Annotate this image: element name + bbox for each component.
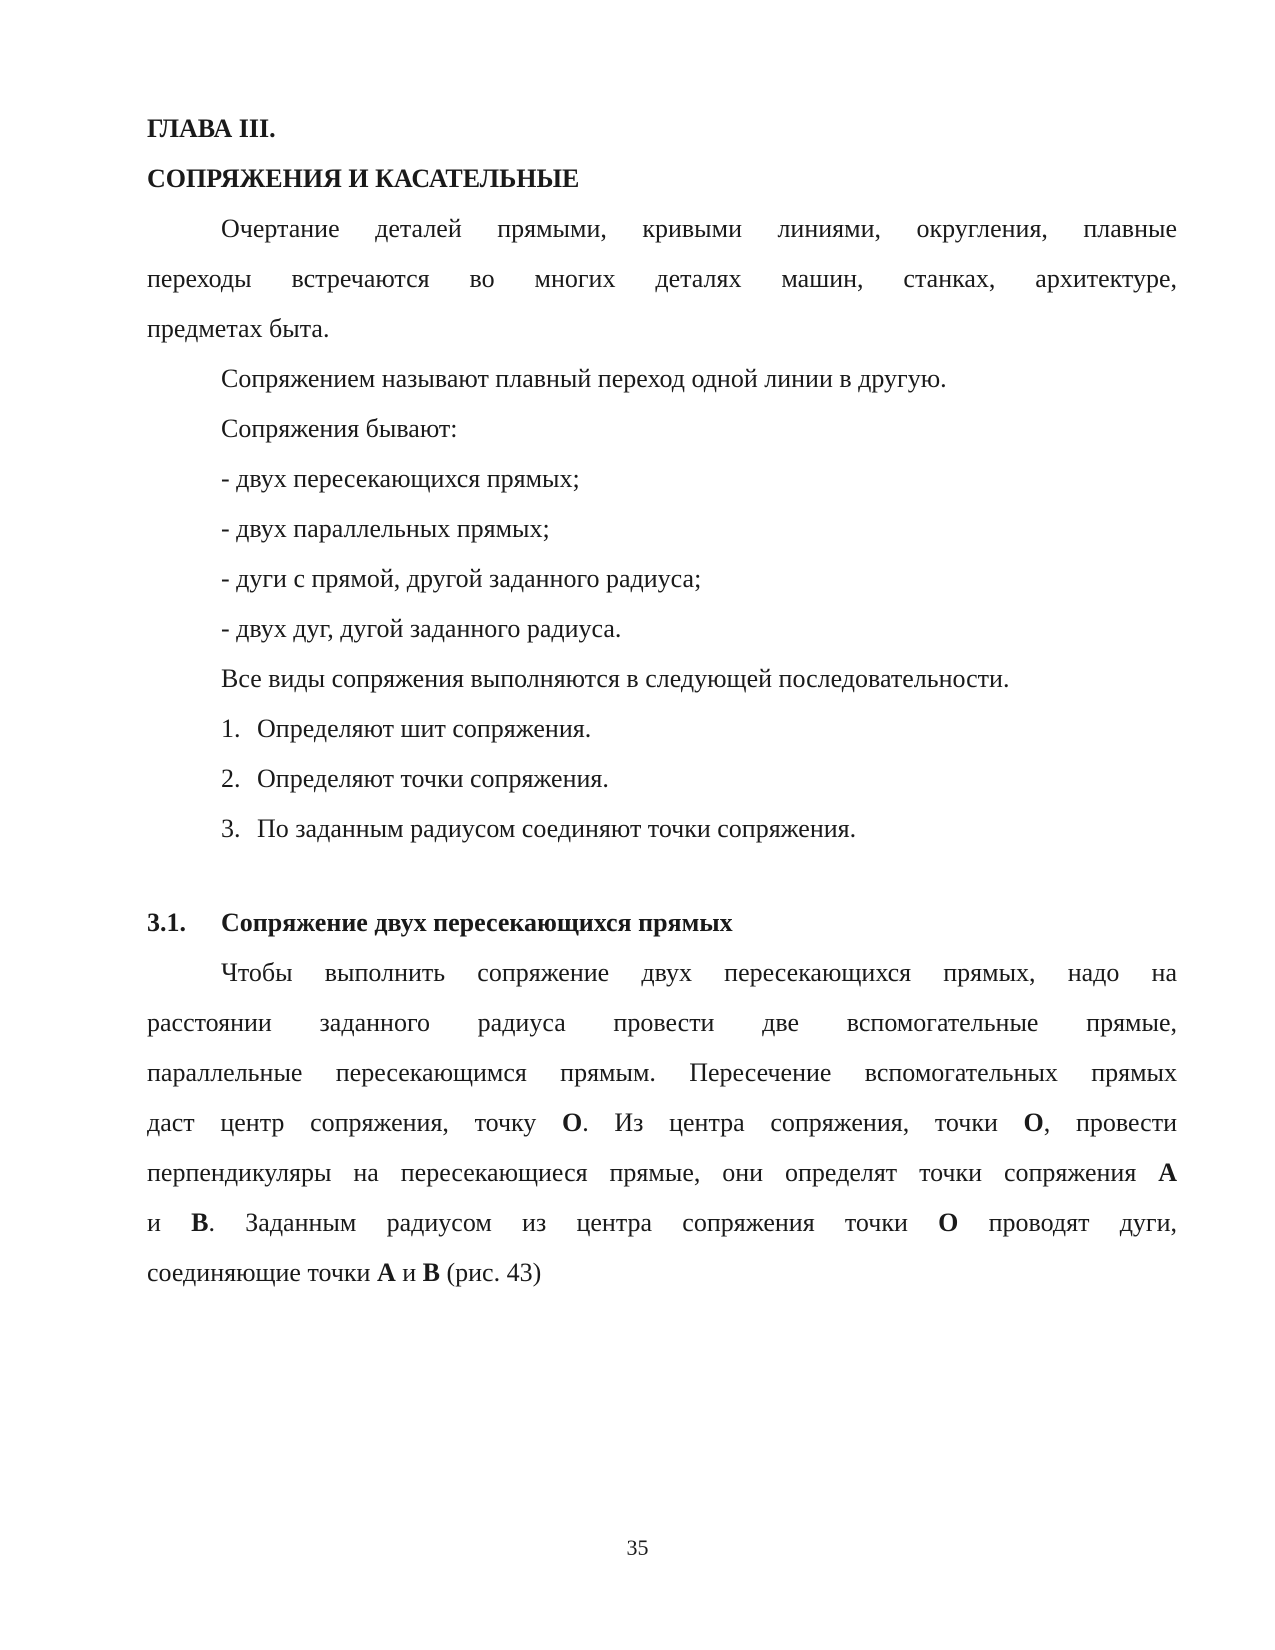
paragraph-line: Чтобы выполнить сопряжение двух пересекающихся прямых, надо на (221, 958, 1177, 987)
text-run: (рис. 43) (439, 1258, 542, 1287)
paragraph-line: переходы встречаются во многих деталях машин, станках, архитектуре, (147, 264, 1177, 293)
paragraph-line (147, 1248, 1177, 1298)
paragraph-line (147, 1198, 1177, 1248)
intro-paragraph-1 (147, 204, 1177, 354)
text-run: и (147, 1208, 192, 1237)
text-run: . Из центра сопряжения, точки (582, 1108, 1024, 1137)
point-label-b: B (422, 1258, 440, 1287)
section-title: Сопряжение двух пересекающихся прямых (221, 908, 733, 937)
kinds-list (147, 454, 1177, 654)
text-run: и (395, 1258, 423, 1287)
point-label-b: B (191, 1208, 209, 1237)
list-item-text: По заданным радиусом соединяют точки сопряжения. (257, 814, 857, 843)
point-label-a: A (376, 1258, 396, 1287)
section-heading (147, 898, 1177, 948)
list-item (147, 804, 1177, 854)
section-number: 3.1. (147, 908, 186, 937)
paragraph-line: параллельные пересекающимся прямым. Пересечение вспомогательных прямых (147, 1058, 1177, 1087)
kinds-intro: Сопряжения бывают: (221, 414, 458, 443)
list-item-number: 1. (221, 714, 241, 743)
paragraph-line (147, 1098, 1177, 1148)
chapter-title: ГЛАВА III. (147, 114, 276, 143)
text-run: . Заданным радиусом из центра сопряжения точки (208, 1208, 939, 1237)
list-item-text: Определяют точки сопряжения. (257, 764, 609, 793)
page-number: 35 (626, 1535, 649, 1560)
paragraph-line: Очертание деталей прямыми, кривыми линиями, округления, плавные (221, 214, 1177, 243)
paragraph-line: расстоянии заданного радиуса провести две вспомогательные прямые, (147, 1008, 1177, 1037)
list-item-number: 3. (221, 814, 241, 843)
list-item (147, 754, 1177, 804)
list-item (147, 704, 1177, 754)
text-run: проводят дуги, (958, 1208, 1177, 1237)
list-item-text: Определяют шит сопряжения. (257, 714, 592, 743)
paragraph-line: предметах быта. (147, 314, 330, 343)
text-run: , провести (1043, 1108, 1177, 1137)
point-label-o: O (561, 1108, 583, 1137)
definition-paragraph: Сопряжением называют плавный переход одной линии в другую. (221, 364, 947, 393)
list-item: - двух дуг, дугой заданного радиуса. (221, 614, 622, 643)
list-item: - двух пересекающихся прямых; (221, 464, 580, 493)
point-label-a: A (1158, 1158, 1177, 1187)
list-item: - дуги с прямой, другой заданного радиуса; (221, 564, 702, 593)
section-paragraph (147, 948, 1177, 1298)
paragraph-line (147, 1148, 1177, 1198)
point-label-o: O (938, 1208, 959, 1237)
point-label-o: O (1023, 1108, 1044, 1137)
sequence-intro: Все виды сопряжения выполняются в следующей последовательности. (221, 664, 1010, 693)
text-run: даст центр сопряжения, точку (147, 1108, 562, 1137)
list-item: - двух параллельных прямых; (221, 514, 550, 543)
text-run: перпендикуляры на пересекающиеся прямые, они определят точки сопряжения (147, 1158, 1159, 1187)
document-page (147, 104, 1177, 1298)
chapter-subtitle: СОПРЯЖЕНИЯ И КАСАТЕЛЬНЫЕ (147, 164, 580, 193)
list-item-number: 2. (221, 764, 241, 793)
steps-list (147, 704, 1177, 854)
text-run: соединяющие точки (147, 1258, 377, 1287)
